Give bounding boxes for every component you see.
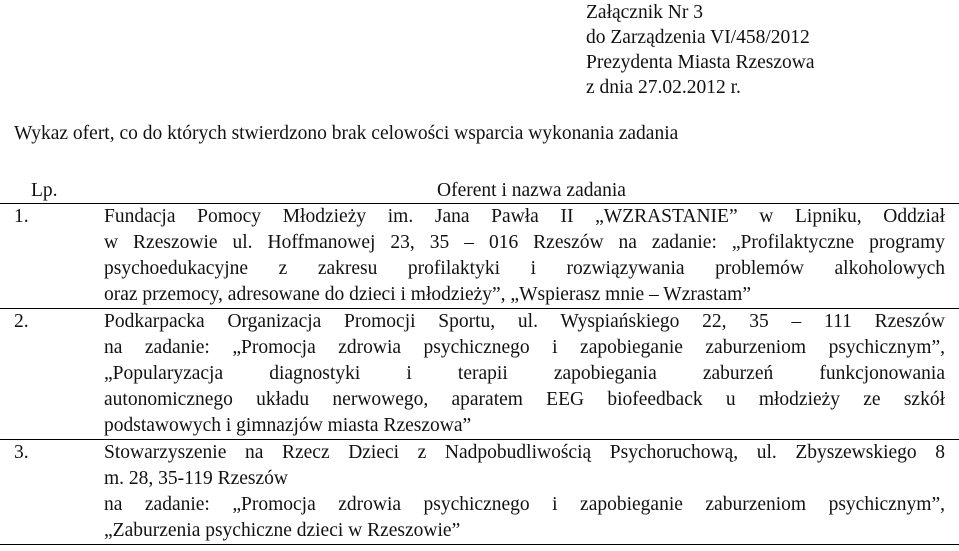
row-number: 2. bbox=[0, 309, 104, 440]
table-header-row bbox=[0, 178, 959, 204]
issue-date: z dnia 27.02.2012 r. bbox=[586, 77, 741, 98]
offer-line: w Rzeszowie ul. Hoffmanowej 23, 35 – 016 Rzeszów na zadanie: „Profilaktyczne programy bbox=[104, 232, 945, 253]
ordinance-reference: do Zarządzenia VI/458/2012 bbox=[586, 27, 810, 48]
offers-table bbox=[0, 178, 959, 545]
table-row bbox=[0, 309, 959, 440]
offer-line: podstawowych i gimnazjów miasta Rzeszowa” bbox=[104, 415, 472, 436]
table-row bbox=[0, 440, 959, 545]
offer-line: „Zaburzenia psychiczne dzieci w Rzeszowie” bbox=[104, 520, 461, 541]
row-number: 1. bbox=[0, 204, 104, 309]
column-header-lp: Lp. bbox=[0, 178, 104, 204]
offer-description bbox=[104, 204, 959, 309]
attachment-number: Załącznik Nr 3 bbox=[586, 2, 703, 23]
offer-line: m. 28, 35-119 Rzeszów bbox=[104, 468, 288, 489]
offer-line: Podkarpacka Organizacja Promocji Sportu, ul. Wyspiańskiego 22, 35 – 111 Rzeszów bbox=[104, 311, 945, 332]
offer-line: Stowarzyszenie na Rzecz Dzieci z Nadpobudliwością Psychoruchową, ul. Zbyszewskiego 8 bbox=[104, 442, 945, 463]
offer-line: Fundacja Pomocy Młodzieży im. Jana Pawła II „WZRASTANIE” w Lipniku, Oddział bbox=[104, 206, 945, 227]
offer-line: na zadanie: „Promocja zdrowia psychicznego i zapobieganie zaburzeniom psychicznym”, bbox=[104, 337, 945, 358]
document-title: Wykaz ofert, co do których stwierdzono brak celowości wsparcia wykonania zadania bbox=[14, 123, 679, 144]
offer-line: na zadanie: „Promocja zdrowia psychicznego i zapobieganie zaburzeniom psychicznym”, bbox=[104, 494, 945, 515]
offer-line: oraz przemocy, adresowane do dzieci i młodzieży”, „Wspierasz mnie – Wzrastam” bbox=[104, 284, 751, 305]
offer-line: „Popularyzacja diagnostyki i terapii zapobiegania zaburzeń funkcjonowania bbox=[104, 363, 945, 384]
offer-description bbox=[104, 440, 959, 545]
offer-line: autonomicznego układu nerwowego, aparatem EEG biofeedback u młodzieży ze szkół bbox=[104, 389, 945, 410]
offer-description bbox=[104, 309, 959, 440]
offer-line: psychoedukacyjne z zakresu profilaktyki i rozwiązywania problemów alkoholowych bbox=[104, 258, 945, 279]
issuer: Prezydenta Miasta Rzeszowa bbox=[586, 52, 815, 73]
column-header-offer: Oferent i nazwa zadania bbox=[104, 178, 959, 204]
table-row bbox=[0, 204, 959, 309]
row-number: 3. bbox=[0, 440, 104, 545]
attachment-header bbox=[586, 0, 946, 100]
